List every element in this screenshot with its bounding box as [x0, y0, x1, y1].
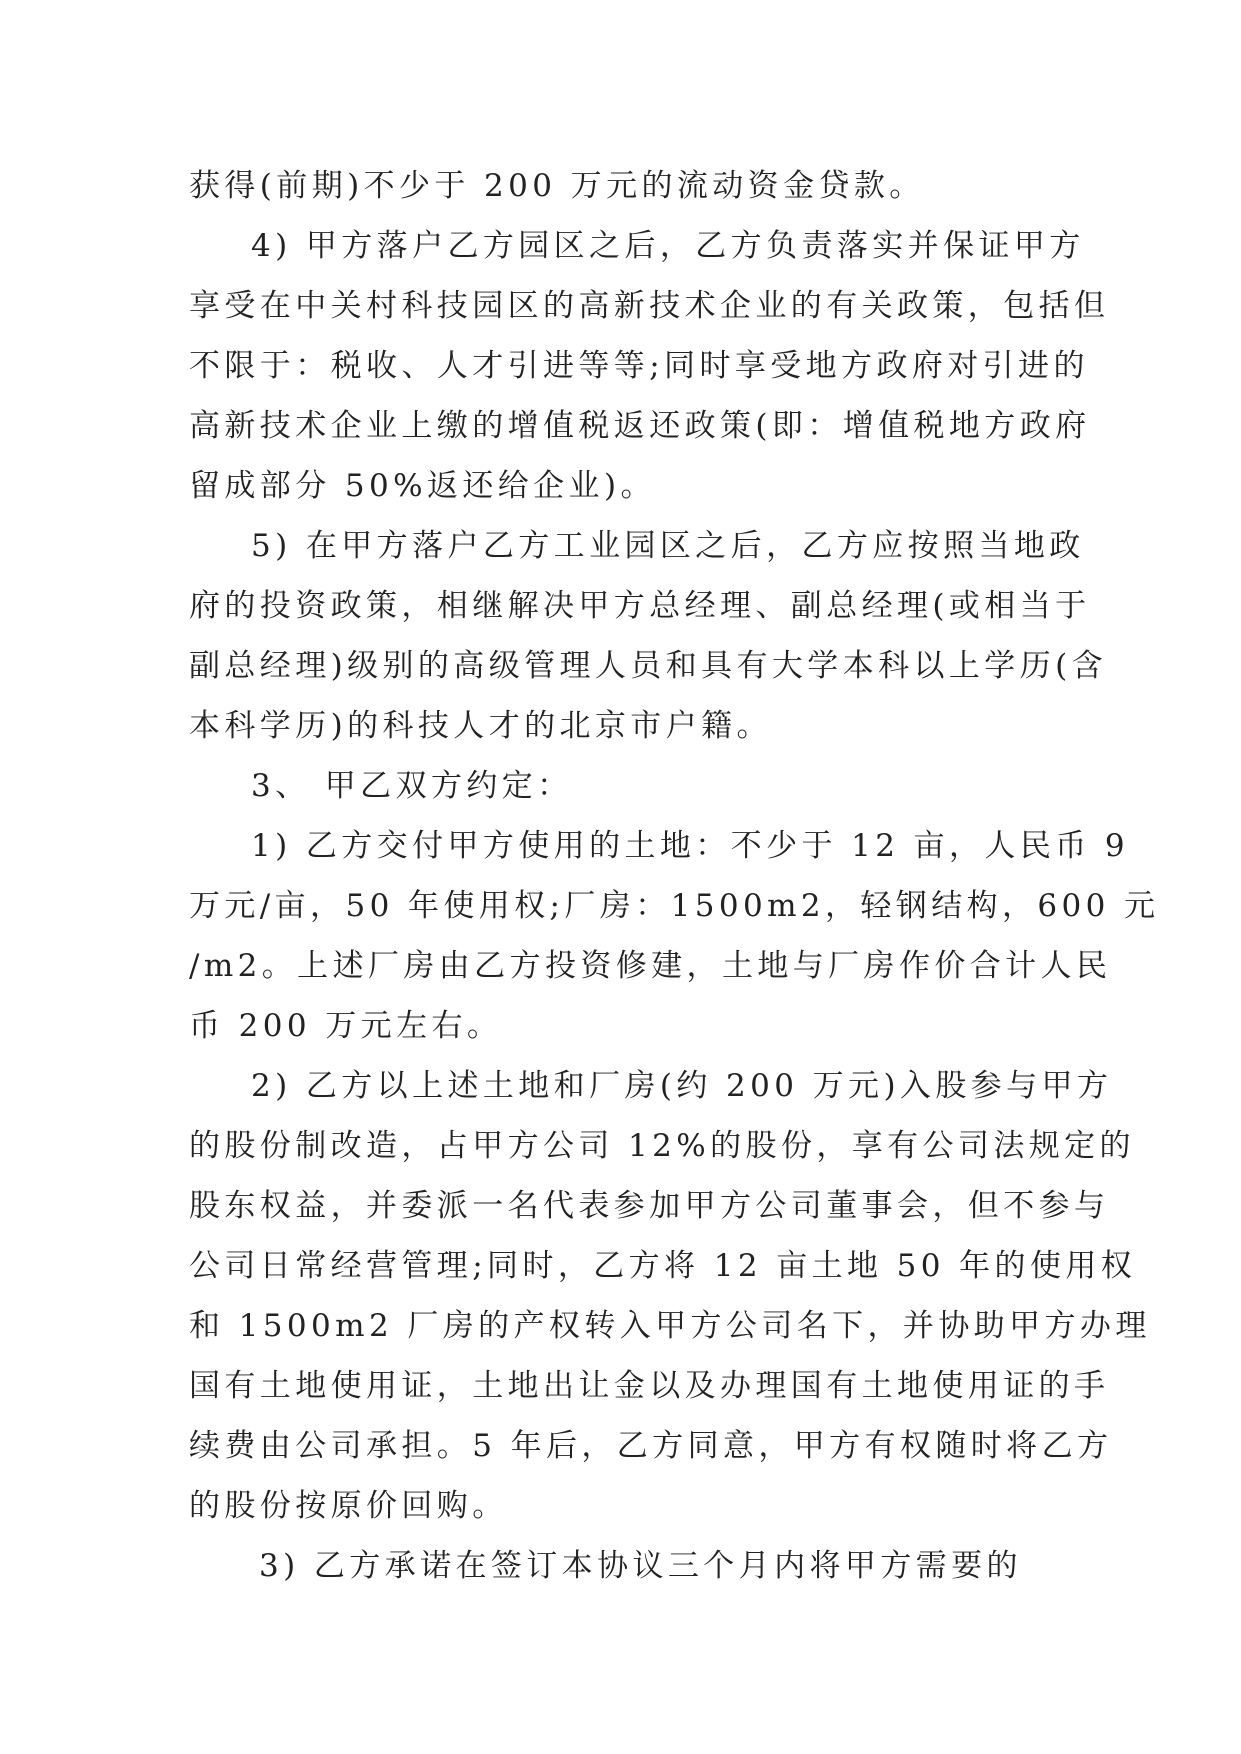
- document-body: [189, 156, 1160, 1596]
- text-line: 股东权益，并委派一名代表参加甲方公司董事会，但不参与: [189, 1188, 1110, 1224]
- text-line: 副总经理)级别的高级管理人员和具有大学本科以上学历(含: [189, 648, 1107, 684]
- text-line: 5) 在甲方落户乙方工业园区之后，乙方应按照当地政: [251, 528, 1085, 564]
- text-line: 不限于：税收、人才引进等等;同时享受地方政府对引进的: [189, 348, 1089, 384]
- text-line: 币 200 万元左右。: [189, 1008, 503, 1044]
- text-line: 续费由公司承担。5 年后，乙方同意，甲方有权随时将乙方: [189, 1428, 1113, 1464]
- text-line: 4) 甲方落户乙方园区之后，乙方负责落实并保证甲方: [251, 228, 1085, 264]
- text-line: 高新技术企业上缴的增值税返还政策(即：增值税地方政府: [189, 408, 1091, 444]
- text-line: 2) 乙方以上述土地和厂房(约 200 万元)入股参与甲方: [251, 1068, 1113, 1104]
- text-line: 享受在中关村科技园区的高新技术企业的有关政策，包括但: [189, 288, 1110, 324]
- text-line: 和 1500m2 厂房的产权转入甲方公司名下，并协助甲方办理: [189, 1308, 1151, 1344]
- text-line: 获得(前期)不少于 200 万元的流动资金贷款。: [189, 168, 925, 204]
- text-line: 1) 乙方交付甲方使用的土地：不少于 12 亩，人民币 9: [251, 828, 1130, 864]
- text-line: 本科学历)的科技人才的北京市户籍。: [189, 708, 772, 744]
- text-line: 的股份按原价回购。: [189, 1488, 508, 1524]
- text-line: 的股份制改造，占甲方公司 12%的股份，享有公司法规定的: [189, 1128, 1135, 1164]
- section-heading: 3、 甲乙双方约定：: [251, 768, 573, 804]
- text-line: 万元/亩，50 年使用权;厂房：1500m2，轻钢结构，600 元: [189, 888, 1160, 924]
- text-line: 府的投资政策，相继解决甲方总经理、副总经理(或相当于: [189, 588, 1091, 624]
- text-line: 公司日常经营管理;同时，乙方将 12 亩土地 50 年的使用权: [189, 1248, 1137, 1284]
- text-line: 留成部分 50%返还给企业)。: [189, 468, 656, 504]
- text-line: /m2。上述厂房由乙方投资修建，土地与厂房作价合计人民: [189, 948, 1112, 984]
- text-line: 3) 乙方承诺在签订本协议三个月内将甲方需要的: [259, 1548, 1022, 1584]
- text-line: 国有土地使用证，土地出让金以及办理国有土地使用证的手: [189, 1368, 1110, 1404]
